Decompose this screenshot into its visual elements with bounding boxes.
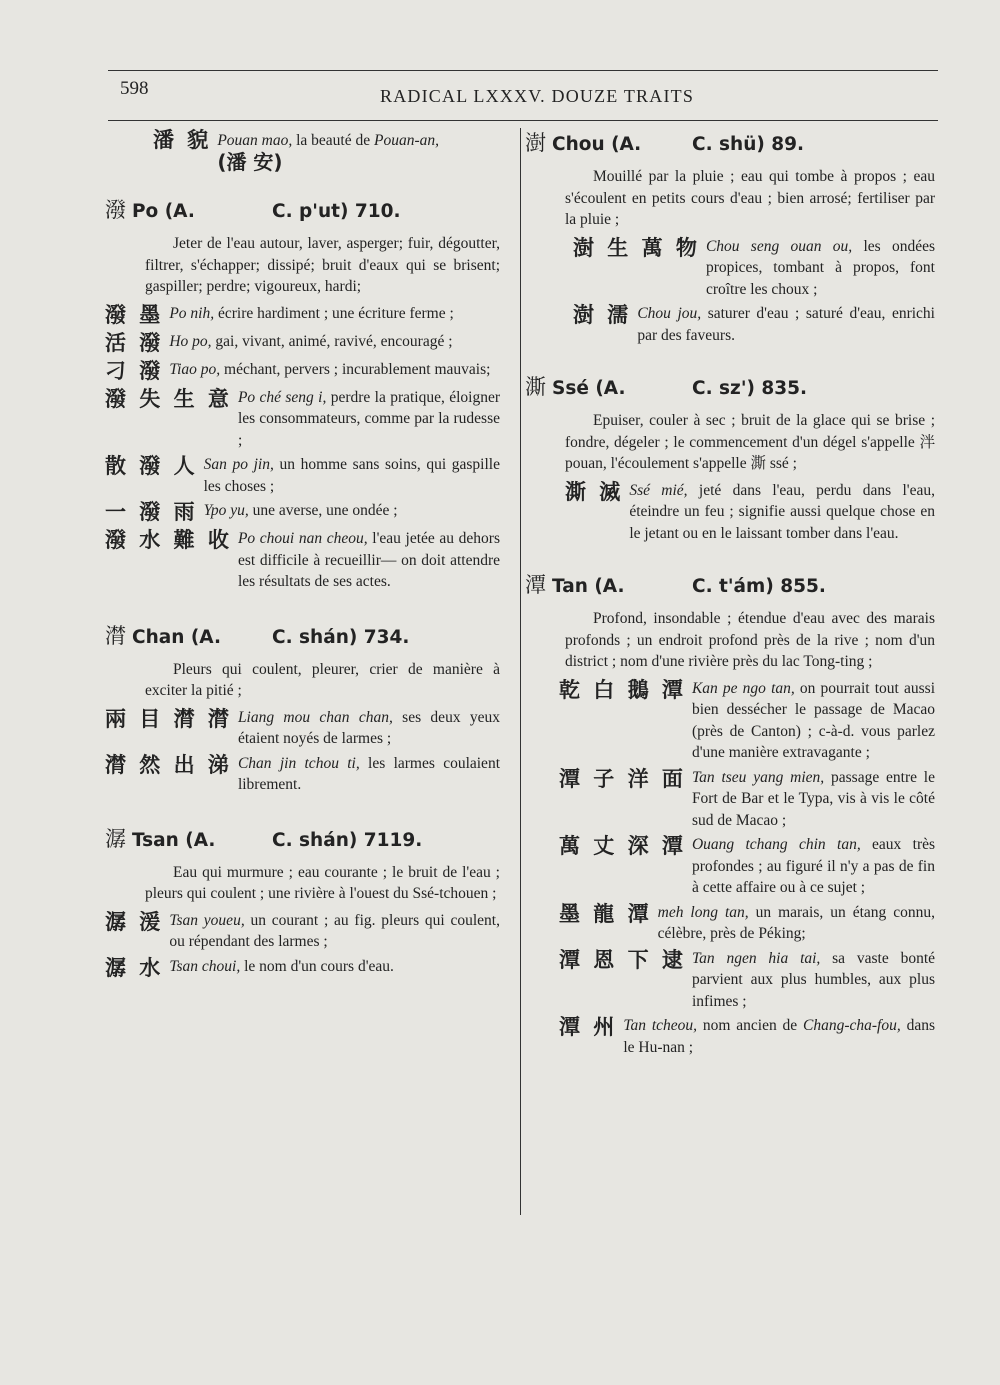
compound-chars: 墨 龍 潭 bbox=[559, 901, 652, 926]
entry-chan bbox=[105, 623, 500, 796]
compound-chars: 潺 水 bbox=[105, 955, 164, 980]
head-character: 潸 bbox=[105, 623, 126, 648]
entry-tsan bbox=[105, 826, 500, 981]
compound bbox=[105, 528, 500, 593]
compound-chars: 萬 丈 深 潭 bbox=[559, 834, 686, 858]
compound-text: ses deux yeux étaient noyés de larmes ; bbox=[237, 708, 500, 747]
romanization: meh long tan, bbox=[657, 903, 749, 921]
place-name: Pouan-an, bbox=[374, 132, 440, 149]
top-rule bbox=[108, 70, 938, 71]
head-character: 潺 bbox=[105, 826, 126, 851]
compound bbox=[565, 480, 935, 545]
compound bbox=[105, 500, 500, 525]
entry-po bbox=[105, 197, 500, 593]
entry-head bbox=[105, 623, 500, 651]
romanization: Tsan youeu, bbox=[169, 911, 245, 929]
romanization: Po ché seng i, bbox=[237, 388, 327, 406]
compound-text: l'eau jetée au dehors est difficile à recueillir— on doit attendre les résultats de ses actes. bbox=[237, 530, 500, 590]
romanization: Tiao po, bbox=[169, 360, 221, 378]
head-character: 澍 bbox=[525, 131, 546, 155]
romanization: Ssé mié, bbox=[629, 481, 688, 499]
compound-chars: 澍 生 萬 物 bbox=[573, 235, 700, 260]
compound-chars: 潑 失 生 意 bbox=[105, 386, 232, 411]
definition: Epuiser, couler à sec ; bruit de la glace qui se brise ; fondre, dégeler ; le commencement d'un dégel s'appelle 泮 pouan, l'écoulement s'appelle 澌 ssé ; bbox=[565, 412, 935, 472]
compound-chars: 潑 墨 bbox=[105, 302, 164, 327]
place-name: Chang-cha-fou, bbox=[803, 1017, 901, 1034]
compound-chars: 潭 子 洋 面 bbox=[559, 766, 686, 791]
romanization: Pouan mao, bbox=[217, 132, 293, 149]
romanization: Tan ngen hia tai, bbox=[691, 949, 821, 967]
left-column bbox=[105, 130, 500, 1001]
entry-tan bbox=[525, 572, 935, 1058]
header-rule bbox=[108, 120, 938, 121]
compound-text: jeté dans l'eau, perdu dans l'eau, éteindre un feu ; signifie aussi quelque chose en le jetant ou en le laissant tomber dans l'eau. bbox=[629, 481, 935, 542]
code: C. shán) 7119. bbox=[272, 829, 423, 851]
definition: Jeter de l'eau autour, laver, asperger; fuir, dégoutter, filtrer, s'échapper; dissipé; bruit d'eaux qui se brisent; gaspiller; perdre; vigoureux, hardi; bbox=[145, 235, 500, 295]
carryover-entry bbox=[105, 130, 500, 175]
compound bbox=[559, 834, 935, 899]
code: C. shü) 89. bbox=[692, 134, 805, 155]
compound-text: Pouan mao, la beauté de Pouan-an, (潘 安) bbox=[217, 132, 440, 174]
compound-chars: 潘 貌 bbox=[153, 128, 212, 152]
compound bbox=[559, 948, 935, 1013]
romanization: Tan tseu yang mien, bbox=[691, 768, 825, 786]
entry-head bbox=[525, 130, 935, 158]
compound-text: un courant ; au fig. pleurs qui coulent, ou répendant des larmes ; bbox=[169, 911, 500, 950]
romanization: Po nih, bbox=[169, 304, 215, 322]
compound bbox=[105, 454, 500, 497]
compound-chars: 潑 水 難 收 bbox=[105, 528, 232, 552]
column-divider bbox=[520, 128, 521, 1215]
code: C. p'ut) 710. bbox=[272, 201, 401, 222]
compound-chars: 潺 湲 bbox=[105, 909, 164, 934]
syllable: Po (A. bbox=[132, 201, 195, 222]
compound-chars: 一 潑 雨 bbox=[105, 500, 198, 524]
compound-chars: 潭 州 bbox=[559, 1015, 618, 1039]
compound-text: nom ancien de bbox=[697, 1017, 804, 1034]
head-character: 潑 bbox=[105, 198, 126, 222]
compound-chars: 潭 恩 下 逮 bbox=[559, 947, 686, 972]
compound-chars: 潸 然 出 涕 bbox=[105, 752, 232, 777]
compound-text: passage entre le Fort de Bar et le Typa, vis à vis le côté sud de Macao ; bbox=[691, 768, 935, 829]
compound-chars: 刁 潑 bbox=[105, 358, 164, 383]
syllable: Tan (A. bbox=[552, 576, 625, 597]
romanization: Chou jou, bbox=[637, 305, 702, 322]
romanization: Liang mou chan chan, bbox=[237, 708, 393, 726]
compound-chars: 澌 滅 bbox=[565, 479, 624, 504]
compound-text: un homme sans soins, qui gaspille les choses ; bbox=[203, 456, 500, 495]
compound bbox=[105, 359, 500, 384]
syllable: Tsan (A. bbox=[132, 829, 216, 851]
syllable: Chou (A. bbox=[552, 134, 642, 155]
compound-chars: 澍 濡 bbox=[573, 303, 632, 327]
romanization: Ouang tchang chin tan, bbox=[691, 836, 861, 853]
compound-text: les larmes coulaient librement. bbox=[237, 754, 500, 793]
compound bbox=[105, 303, 500, 328]
compound-chars: 活 潑 bbox=[105, 330, 164, 355]
compound-text: écrire hardiment ; une écriture ferme ; bbox=[214, 304, 454, 322]
definition: Mouillé par la pluie ; eau qui tombe à propos ; eau s'écoulent en petits cours d'eau ; bien arrosé; fertiliser par la pluie ; bbox=[565, 168, 935, 228]
entry-chou bbox=[525, 130, 935, 346]
compound-text: méchant, pervers ; incurablement mauvais; bbox=[220, 360, 491, 378]
compound-chars: 乾 白 鵝 潭 bbox=[559, 677, 686, 702]
romanization: Ho po, bbox=[169, 332, 212, 350]
compound-tail: dans le Hu-nan ; bbox=[623, 1017, 935, 1056]
code: C. t'ám) 855. bbox=[692, 576, 826, 597]
compound bbox=[573, 236, 935, 301]
romanization: San po jin, bbox=[203, 456, 274, 473]
entry-head bbox=[105, 826, 500, 854]
page-number: 598 bbox=[120, 78, 149, 99]
romanization: Ypo yu, bbox=[203, 502, 249, 519]
compound-text: une averse, une ondée ; bbox=[248, 502, 398, 519]
compound bbox=[105, 753, 500, 796]
compound bbox=[559, 1015, 935, 1058]
head-character: 潭 bbox=[525, 573, 546, 597]
running-head: RADICAL LXXXV. DOUZE TRAITS bbox=[380, 86, 695, 106]
compound bbox=[559, 902, 935, 945]
compound bbox=[559, 678, 935, 764]
entry-head bbox=[525, 572, 935, 600]
compound bbox=[105, 956, 500, 981]
compound bbox=[105, 387, 500, 452]
romanization: Chou seng ouan ou, bbox=[705, 237, 853, 255]
head-character: 澌 bbox=[525, 375, 546, 399]
compound-text: saturer d'eau ; saturé d'eau, enrichi par des faveurs. bbox=[637, 305, 935, 344]
compound bbox=[105, 910, 500, 953]
romanization: Tsan choui, bbox=[169, 957, 241, 975]
definition: Eau qui murmure ; eau courante ; le bruit de l'eau ; pleurs qui coulent ; une rivière à l'ouest du Ssé-tchouen ; bbox=[145, 863, 500, 902]
entry-head bbox=[105, 197, 500, 225]
romanization: Kan pe ngo tan, bbox=[691, 679, 795, 697]
compound-text: eaux très profondes ; au figuré il n'y a pas de fin à cette affaire ou à ce sujet ; bbox=[691, 836, 936, 896]
syllable: Ssé (A. bbox=[552, 378, 626, 399]
compound-text: sa vaste bonté parvient aux plus humbles, aux plus infimes ; bbox=[691, 949, 936, 1010]
romanization: Tan tcheou, bbox=[623, 1017, 698, 1034]
compound-text: les ondées propices, tombant à propos, font croître les choux ; bbox=[705, 237, 935, 298]
compound-text: gai, vivant, animé, ravivé, encouragé ; bbox=[211, 332, 453, 350]
compound bbox=[105, 331, 500, 356]
romanization: Chan jin tchou ti, bbox=[237, 754, 360, 772]
compound-chars: 兩 目 潸 潸 bbox=[105, 706, 232, 731]
code: C. sz') 835. bbox=[692, 378, 808, 399]
syllable: Chan (A. bbox=[132, 626, 221, 648]
definition: Pleurs qui coulent, pleurer, crier de manière à exciter la pitié ; bbox=[145, 660, 500, 699]
romanization: Po choui nan cheou, bbox=[237, 530, 368, 547]
compound-text: perdre la pratique, éloigner les consommateurs, comme par la rudesse ; bbox=[237, 388, 500, 449]
compound bbox=[105, 707, 500, 750]
entry-head bbox=[525, 374, 935, 402]
compound-text: le nom d'un cours d'eau. bbox=[240, 957, 394, 975]
right-column bbox=[525, 130, 935, 1078]
compound-chars: 散 潑 人 bbox=[105, 454, 198, 478]
compound-text: on pourrait tout aussi bien dessécher le passage de Macao (près de Canton) ; c-à-d. vous parlez d'une manière extravagante ; bbox=[691, 679, 935, 761]
compound-text: un marais, un étang connu, célèbre, près de Péking; bbox=[657, 903, 936, 942]
compound bbox=[573, 303, 935, 346]
definition: Profond, insondable ; étendue d'eau avec des marais profonds ; un endroit profond près de la rive ; nom d'un district ; nom d'une rivière près du lac Tong-ting ; bbox=[565, 610, 935, 670]
paren-chars: (潘 安) bbox=[217, 149, 283, 174]
compound bbox=[559, 767, 935, 832]
code: C. shán) 734. bbox=[272, 626, 410, 648]
entry-sse bbox=[525, 374, 935, 544]
